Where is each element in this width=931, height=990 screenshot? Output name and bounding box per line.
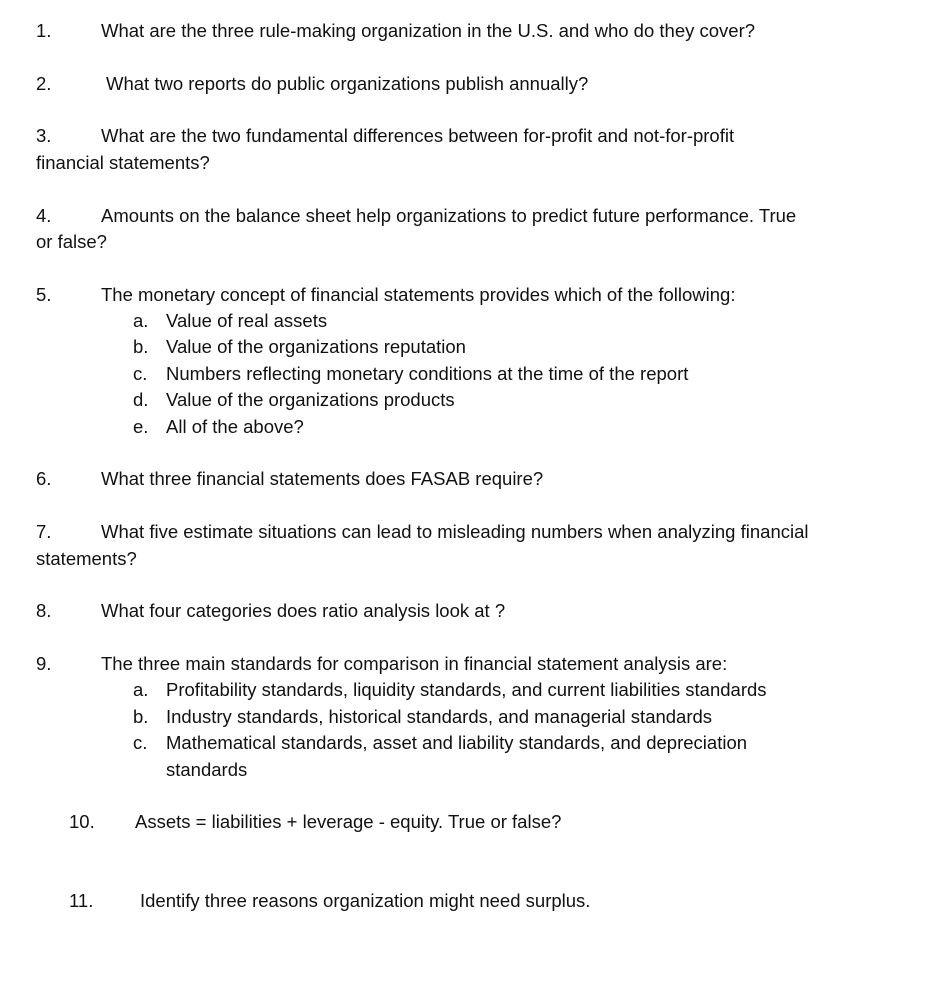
option-letter: b.: [133, 706, 149, 727]
option-letter: e.: [133, 416, 149, 437]
option-text: Mathematical standards, asset and liability standards, and depreciation: [166, 732, 748, 753]
option-text-continued: standards: [166, 759, 248, 780]
option-text: Industry standards, historical standards, and managerial standards: [166, 706, 713, 727]
question-text-continued: or false?: [36, 231, 107, 252]
question-text: The three main standards for comparison in financial statement analysis are:: [101, 653, 728, 674]
question-text: What are the three rule-making organization in the U.S. and who do they cover?: [101, 20, 756, 41]
question-number: 3.: [36, 125, 52, 146]
option-letter: c.: [133, 732, 148, 753]
option-text: All of the above?: [166, 416, 304, 437]
question-text: What two reports do public organizations publish annually?: [106, 73, 589, 94]
option-text: Value of the organizations reputation: [166, 336, 466, 357]
question-text: The monetary concept of financial statements provides which of the following:: [101, 284, 736, 305]
question-number: 4.: [36, 205, 52, 226]
option-text: Value of real assets: [166, 310, 328, 331]
question-text-continued: financial statements?: [36, 152, 210, 173]
option-text: Numbers reflecting monetary conditions at the time of the report: [166, 363, 689, 384]
question-text: Identify three reasons organization might need surplus.: [140, 890, 591, 911]
option-letter: a.: [133, 310, 149, 331]
option-text: Value of the organizations products: [166, 389, 455, 410]
question-number: 10.: [69, 811, 95, 832]
question-number: 1.: [36, 20, 52, 41]
option-letter: b.: [133, 336, 149, 357]
question-text: What four categories does ratio analysis look at ?: [101, 600, 506, 621]
question-text: What are the two fundamental differences between for-profit and not-for-profit: [101, 125, 735, 146]
question-text: What five estimate situations can lead to misleading numbers when analyzing financial: [101, 521, 809, 542]
question-number: 9.: [36, 653, 52, 674]
option-text: Profitability standards, liquidity standards, and current liabilities standards: [166, 679, 767, 700]
question-text: Amounts on the balance sheet help organizations to predict future performance. True: [101, 205, 797, 226]
option-letter: c.: [133, 363, 148, 384]
question-number: 11.: [69, 890, 94, 911]
question-text: What three financial statements does FASAB require?: [101, 468, 544, 489]
option-letter: a.: [133, 679, 149, 700]
question-number: 8.: [36, 600, 52, 621]
question-text-continued: statements?: [36, 548, 137, 569]
question-text: Assets = liabilities + leverage - equity. True or false?: [135, 811, 562, 832]
question-number: 6.: [36, 468, 52, 489]
question-number: 5.: [36, 284, 52, 305]
question-number: 7.: [36, 521, 52, 542]
question-number: 2.: [36, 73, 52, 94]
option-letter: d.: [133, 389, 149, 410]
